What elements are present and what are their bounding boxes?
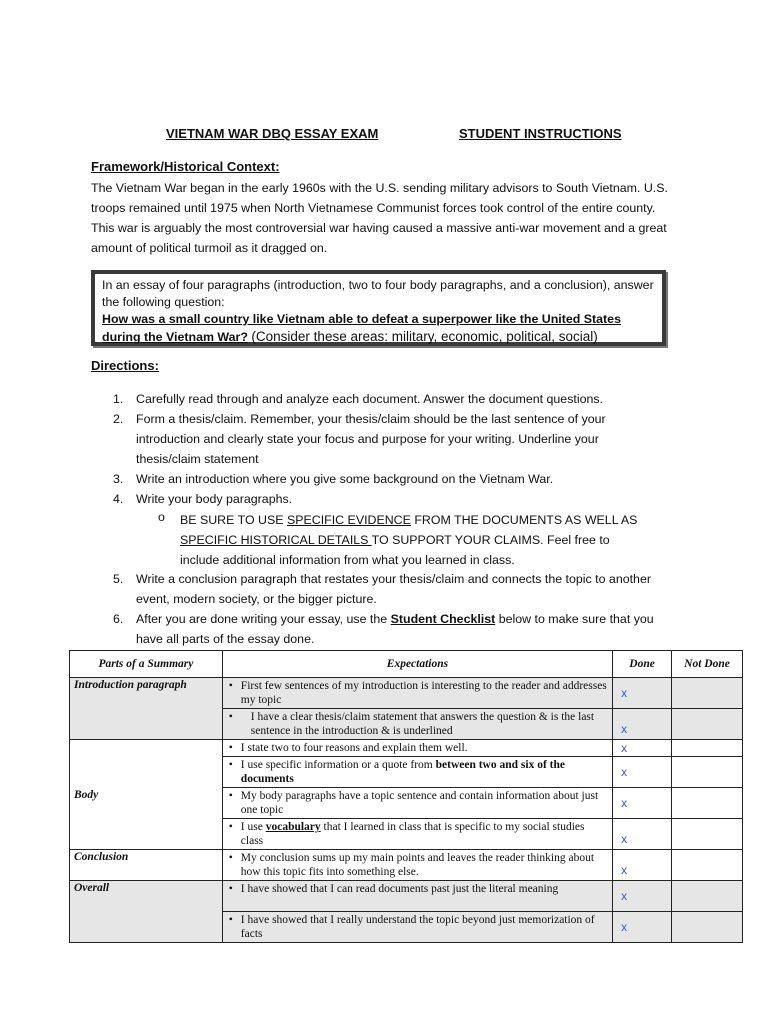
not-done-cell [672, 881, 743, 912]
not-done-cell [672, 850, 743, 881]
done-mark: x [613, 709, 672, 740]
not-done-cell [672, 678, 743, 709]
step-number: 6. [113, 612, 124, 626]
not-done-cell [672, 740, 743, 757]
context-heading: Framework/Historical Context: [91, 159, 280, 174]
col-header: Done [613, 651, 672, 678]
essay-question: How was a small country like Vietnam able to defeat a superpower like the United States during the Vietnam War? [102, 312, 621, 344]
done-mark: x [613, 819, 672, 850]
step-text: Write an introduction where you give some background on the Vietnam War. [136, 472, 554, 486]
step-text: Write a conclusion paragraph that restates your thesis/claim and connects the topic to another event, modern society, or the bigger picture. [136, 572, 651, 606]
step-number: 3. [113, 472, 124, 486]
specific-evidence: SPECIFIC EVIDENCE [286, 513, 411, 527]
col-header: Parts of a Summary [70, 651, 223, 678]
expectation: • I state two to four reasons and explain them well. [222, 740, 612, 757]
part-body: Body [70, 740, 223, 850]
done-mark: x [613, 850, 672, 881]
part-introduction: Introduction paragraph [70, 678, 223, 740]
step-number: 5. [113, 572, 124, 586]
part-overall: Overall [70, 881, 223, 943]
sub-text-e: TO SUPPORT YOUR CLAIMS. Feel free to include additional information from what you learned in class. [180, 533, 610, 567]
expectation: • My body paragraphs have a topic sentence and contain information about just one topic [222, 788, 612, 819]
done-mark: x [613, 788, 672, 819]
exam-title: VIETNAM WAR DBQ ESSAY EXAM [166, 126, 379, 141]
step-number: 1. [113, 392, 124, 406]
done-mark: x [613, 881, 672, 912]
not-done-cell [672, 819, 743, 850]
question-consider-note: (Consider these areas: military, economic, political, social) [251, 329, 598, 344]
col-header: Expectations [222, 651, 612, 678]
done-mark: x [613, 740, 672, 757]
expectation [222, 819, 612, 850]
sub-bullet: o [158, 510, 165, 524]
table-header-row [70, 651, 743, 678]
done-mark: x [613, 678, 672, 709]
sub-text-a: BE SURE TO USE [180, 513, 287, 527]
context-body: The Vietnam War began in the early 1960s with the U.S. sending military advisors to South Vietnam. U.S. troops remained until 1975 when North Vietnamese Communist forces took control of the entire county. This war is arguably the most controversial war having caused a massive anti-war movement and a great amount of political turmoil as it dragged on. [91, 181, 668, 255]
expectation: • First few sentences of my introduction is interesting to the reader and addresses my topic [222, 678, 612, 709]
expectation-bold: between two and six of the documents [240, 759, 565, 785]
step-number: 4. [113, 492, 124, 506]
step6-text-c: below to make sure that you have all parts of the essay done. [136, 612, 654, 646]
not-done-cell [672, 757, 743, 788]
student-checklist-table [69, 650, 743, 943]
question-intro: In an essay of four paragraphs (introduction, two to four body paragraphs, and a conclusion), answer the following question: [102, 278, 654, 309]
expectation: • My conclusion sums up my main points and leaves the reader thinking about how this topic fits into something else. [222, 850, 612, 881]
step-text: Carefully read through and analyze each document. Answer the document questions. [136, 392, 604, 406]
step-text: Write your body paragraphs. [136, 492, 293, 506]
essay-question-box [91, 270, 666, 346]
expectation: • I have showed that I can read documents past just the literal meaning [222, 881, 612, 912]
expectation: • I have showed that I really understand the topic beyond just memorization of facts [222, 912, 612, 943]
specific-details: SPECIFIC HISTORICAL DETAILS [180, 533, 372, 547]
step-number: 2. [113, 412, 124, 426]
not-done-cell [672, 788, 743, 819]
expectation-text: that I learned in class that is specific to my social studies class [240, 821, 585, 847]
not-done-cell [672, 912, 743, 943]
step-text [136, 609, 671, 649]
expectation-text: I use [240, 821, 266, 833]
expectation-text: I use specific information or a quote from [240, 759, 436, 771]
student-checklist-ref: Student Checklist [390, 612, 496, 626]
vocabulary-term: vocabulary [265, 821, 321, 833]
part-conclusion: Conclusion [70, 850, 223, 881]
step-text: Form a thesis/claim. Remember, your thesis/claim should be the last sentence of your introduction and clearly state your focus and purpose for your writing. Underline your thesis/claim statement [136, 412, 606, 466]
expectation [222, 757, 612, 788]
done-mark: x [613, 757, 672, 788]
table-row [70, 850, 743, 881]
directions-heading: Directions: [91, 358, 159, 373]
table-row [70, 740, 743, 757]
table-row [70, 678, 743, 709]
table-row [70, 881, 743, 912]
instructions-title: STUDENT INSTRUCTIONS [459, 126, 622, 141]
not-done-cell [672, 709, 743, 740]
done-mark: x [613, 912, 672, 943]
col-header: Not Done [672, 651, 743, 678]
expectation: • I have a clear thesis/claim statement that answers the question & is the last sentence in the introduction & is underlined [222, 709, 612, 740]
sub-direction [180, 510, 650, 570]
sub-text-c: FROM THE DOCUMENTS AS WELL AS [410, 513, 638, 527]
step6-text-a: After you are done writing your essay, use the [136, 612, 391, 626]
